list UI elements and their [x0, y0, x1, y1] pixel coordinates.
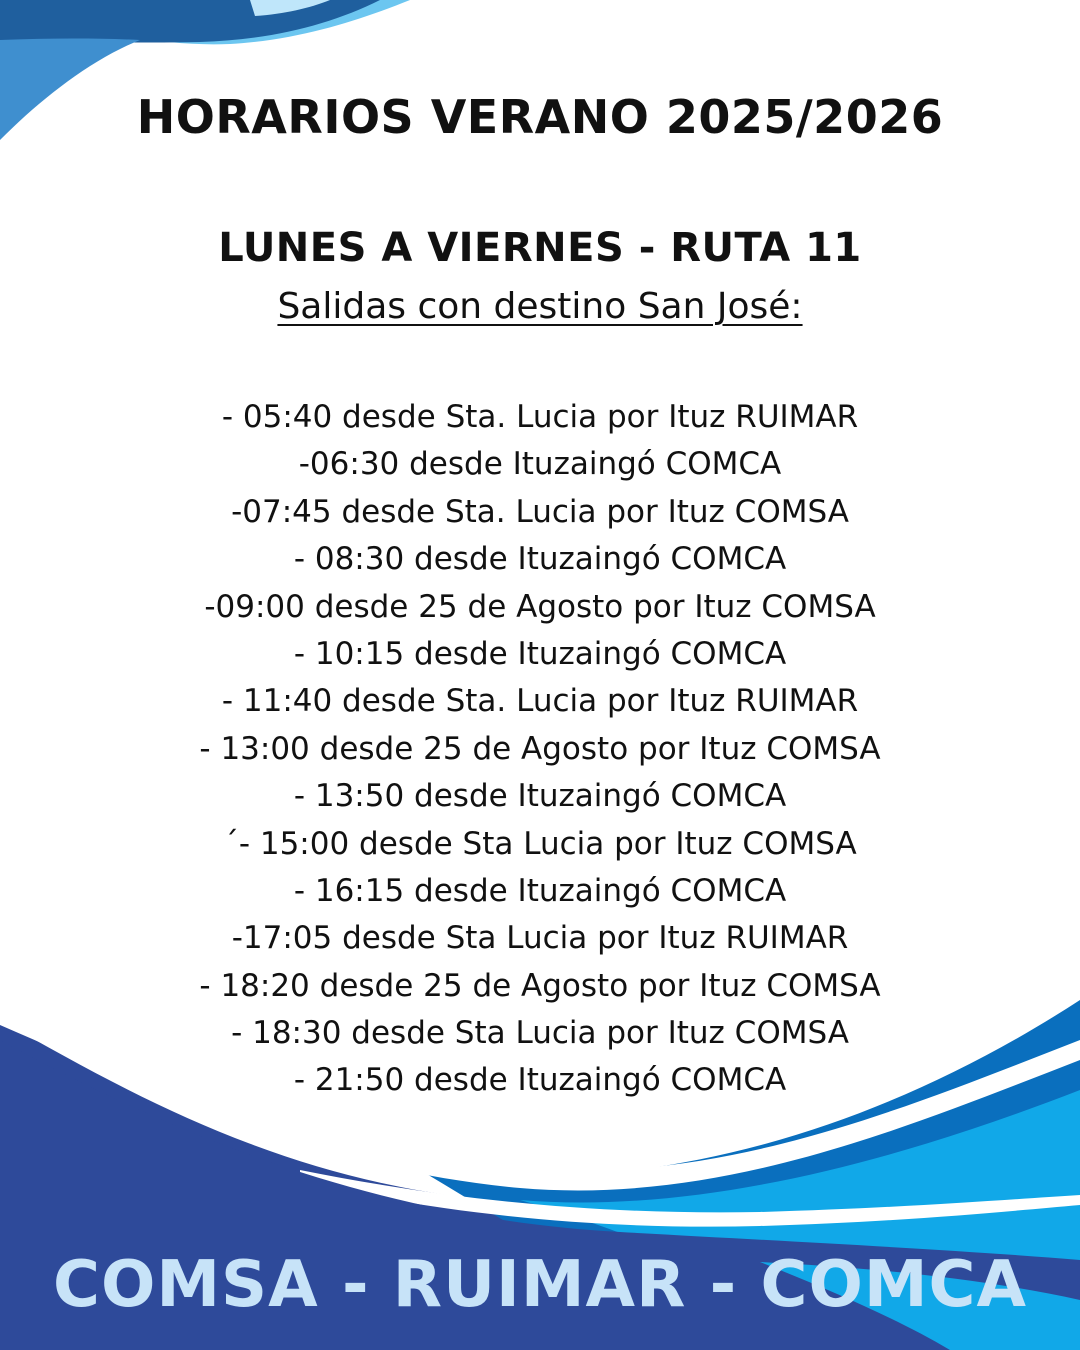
departure-item: - 13:50 desde Ituzaingó COMCA [293, 778, 787, 815]
departure-item: - 16:15 desde Ituzaingó COMCA [293, 872, 787, 909]
departure-item: - 18:30 desde Sta Lucia por Ituz COMSA [231, 1015, 849, 1052]
departure-item: - 18:20 desde 25 de Agosto por Ituz COMSA [199, 967, 881, 1004]
departure-item: -09:00 desde 25 de Agosto por Ituz COMSA [204, 588, 876, 625]
departure-item: - 11:40 desde Sta. Lucia por Ituz RUIMAR [221, 683, 859, 720]
departure-item: - 21:50 desde Ituzaingó COMCA [293, 1062, 787, 1099]
departure-item: - 08:30 desde Ituzaingó COMCA [293, 541, 787, 578]
destination-heading: Salidas con destino San José: [277, 286, 803, 327]
schedule-subtitle: LUNES A VIERNES - RUTA 11 [218, 225, 862, 271]
departure-item: - 05:40 desde Sta. Lucia por Ituz RUIMAR [221, 399, 859, 435]
departure-list [0, 394, 1080, 1105]
departure-item: - 13:00 desde 25 de Agosto por Ituz COMSA [199, 730, 881, 767]
departure-item: -17:05 desde Sta Lucia por Ituz RUIMAR [231, 920, 849, 957]
company-names: COMSA - RUIMAR - COMCA [52, 1248, 1028, 1322]
departure-item: -07:45 desde Sta. Lucia por Ituz COMSA [231, 493, 849, 530]
departure-item: ´- 15:00 desde Sta Lucia por Ituz COMSA [223, 825, 857, 862]
departure-item: - 10:15 desde Ituzaingó COMCA [293, 635, 787, 672]
departure-item: -06:30 desde Ituzaingó COMCA [298, 446, 782, 483]
poster-title: HORARIOS VERANO 2025/2026 [136, 90, 944, 144]
